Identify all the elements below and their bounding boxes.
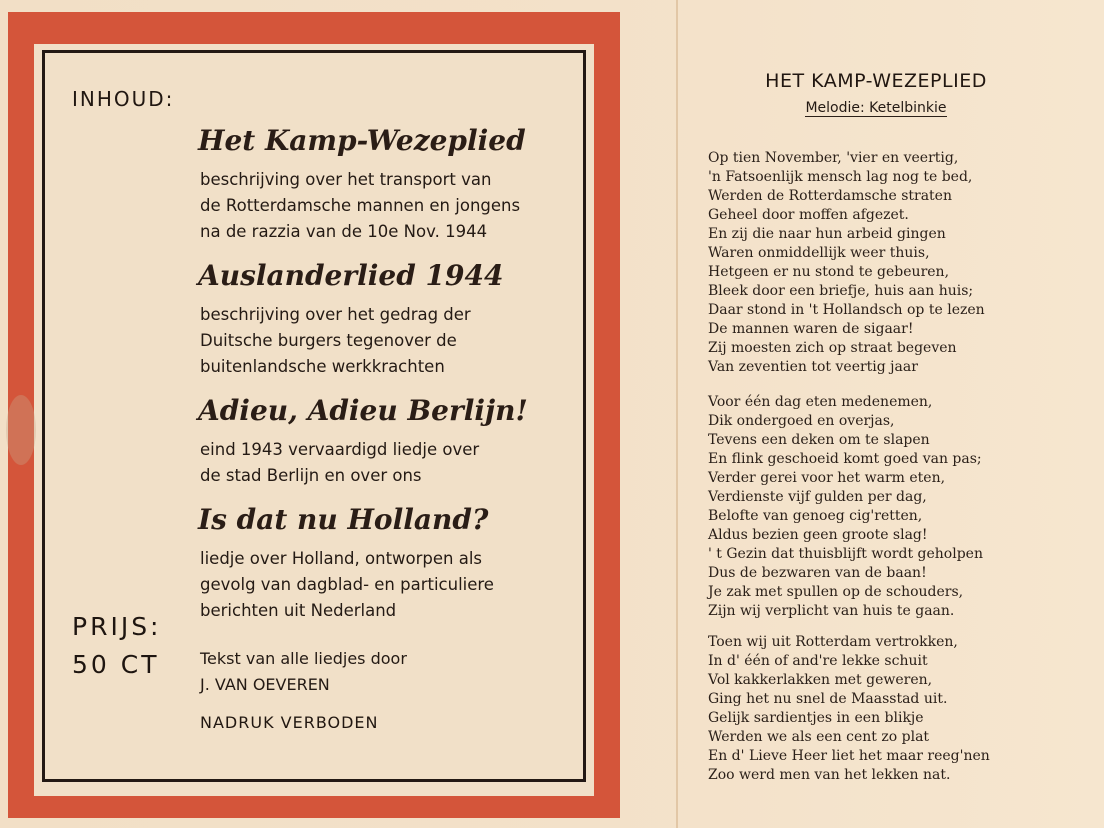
credit-line: Tekst van alle liedjes door <box>200 649 407 668</box>
description-line: de Rotterdamsche mannen en jongens <box>200 196 521 215</box>
copyright-notice: NADRUK VERBODEN <box>200 713 379 732</box>
verse-line: Daar stond in 't Hollandsch op te lezen <box>708 302 985 318</box>
verse-line: Op tien November, 'vier en veertig, <box>708 150 959 166</box>
verse-line: Vol kakkerlakken met geweren, <box>708 672 933 688</box>
verse-line: Geheel door moffen afgezet. <box>708 207 909 223</box>
price-value: 50 CT <box>72 650 160 679</box>
contents-heading: INHOUD: <box>72 87 175 111</box>
song-description <box>200 167 520 245</box>
verse-line: 'n Fatsoenlijk mensch lag nog te bed, <box>708 169 973 185</box>
verse-line: Verder gerei voor het warm eten, <box>708 470 946 486</box>
price-label <box>72 608 161 684</box>
verse-line: Werden we als een cent zo plat <box>708 729 930 745</box>
song-title-kamp-wezeplied: Het Kamp-Wezeplied <box>198 124 526 157</box>
price-heading: PRIJS: <box>72 612 162 641</box>
description-line: berichten uit Nederland <box>200 601 397 620</box>
verse-1 <box>708 149 985 377</box>
song-description <box>200 546 494 624</box>
verse-line: En flink geschoeid komt goed van pas; <box>708 451 982 467</box>
verse-line: Van zeventien tot veertig jaar <box>708 359 918 375</box>
song-title-auslanderlied: Auslanderlied 1944 <box>198 259 504 292</box>
verse-line: ' t Gezin dat thuisblijft wordt geholpen <box>708 546 983 562</box>
verse-3 <box>708 633 990 785</box>
melody-subtitle <box>676 100 1076 117</box>
verse-line: In d' één of and're lekke schuit <box>708 653 928 669</box>
verse-line: Werden de Rotterdamsche straten <box>708 188 952 204</box>
page-fold <box>676 0 678 828</box>
verse-line: En zij die naar hun arbeid gingen <box>708 226 946 242</box>
description-line: de stad Berlijn en over ons <box>200 466 422 485</box>
verse-line: En d' Lieve Heer liet het maar reeg'nen <box>708 748 990 764</box>
song-description <box>200 437 479 489</box>
verse-line: Waren onmiddellijk weer thuis, <box>708 245 930 261</box>
description-line: beschrijving over het gedrag der <box>200 305 471 324</box>
verse-line: Toen wij uit Rotterdam vertrokken, <box>708 634 958 650</box>
verse-line: Belofte van genoeg cig'retten, <box>708 508 923 524</box>
verse-line: Aldus bezien geen groote slag! <box>708 527 928 543</box>
verse-2 <box>708 393 983 621</box>
verse-line: Hetgeen er nu stond te gebeuren, <box>708 264 950 280</box>
verse-line: Dik ondergoed en overjas, <box>708 413 895 429</box>
verse-line: Zoo werd men van het lekken nat. <box>708 767 951 783</box>
verse-line: Verdienste vijf gulden per dag, <box>708 489 927 505</box>
verse-line: Voor één dag eten medenemen, <box>708 394 933 410</box>
melody-text: Melodie: Ketelbinkie <box>805 100 947 116</box>
verse-line: Tevens een deken om te slapen <box>708 432 930 448</box>
description-line: buitenlandsche werkkrachten <box>200 357 445 376</box>
verse-line: Je zak met spullen op de schouders, <box>708 584 964 600</box>
description-line: liedje over Holland, ontworpen als <box>200 549 483 568</box>
verse-line: Dus de bezwaren van de baan! <box>708 565 927 581</box>
verse-line: Gelijk sardientjes in een blikje <box>708 710 924 726</box>
song-description <box>200 302 471 380</box>
verse-line: Zijn wij verplicht van huis te gaan. <box>708 603 955 619</box>
description-line: gevolg van dagblad- en particuliere <box>200 575 494 594</box>
description-line: na de razzia van de 10e Nov. 1944 <box>200 222 488 241</box>
verse-line: Bleek door een briefje, huis aan huis; <box>708 283 974 299</box>
verse-line: Zij moesten zich op straat begeven <box>708 340 957 356</box>
description-line: Duitsche burgers tegenover de <box>200 331 457 350</box>
description-line: eind 1943 vervaardigd liedje over <box>200 440 480 459</box>
verse-line: De mannen waren de sigaar! <box>708 321 914 337</box>
song-page-title: HET KAMP-WEZEPLIED <box>765 70 987 92</box>
description-line: beschrijving over het transport van <box>200 170 492 189</box>
verse-line: Ging het nu snel de Maasstad uit. <box>708 691 948 707</box>
paper-stain <box>6 395 36 465</box>
song-title-is-dat-nu-holland: Is dat nu Holland? <box>198 503 489 536</box>
author-credit <box>200 646 407 698</box>
author-name: J. VAN OEVEREN <box>200 675 330 694</box>
song-title-adieu-berlijn: Adieu, Adieu Berlijn! <box>198 394 528 427</box>
